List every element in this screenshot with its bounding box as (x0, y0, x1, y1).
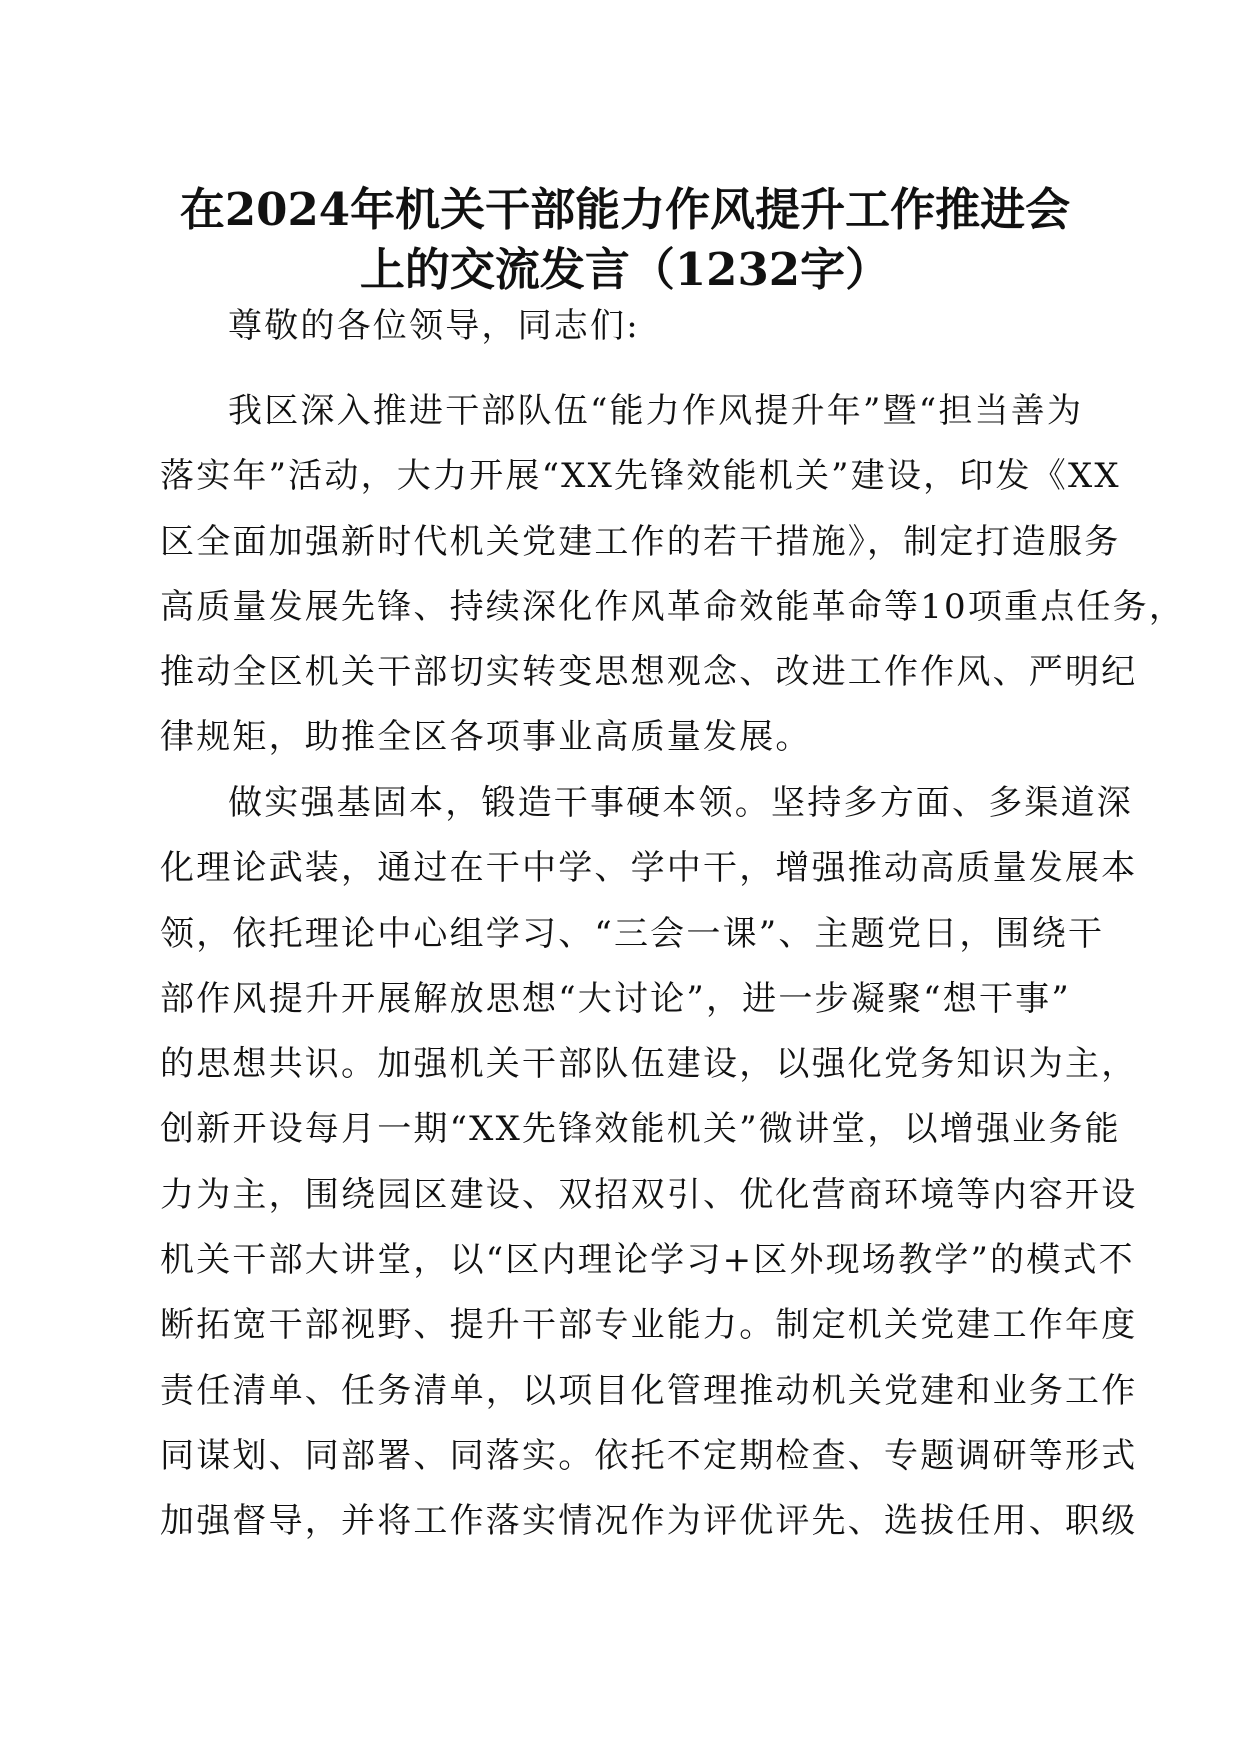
title-line-2: 上的交流发言（1232字） (359, 243, 891, 296)
paragraph-line: 推动全区机关干部切实转变思想观念、改进工作作风、严明纪 (160, 652, 1138, 693)
salutation (160, 294, 1143, 359)
salutation-text: 尊敬的各位领导，同志们: (228, 306, 640, 346)
paragraph-line: 力为主，围绕园区建设、双招双引、优化营商环境等内容开设 (160, 1174, 1138, 1215)
paragraph-line: 的思想共识。加强机关干部队伍建设，以强化党务知识为主， (160, 1044, 1138, 1085)
paragraph-strengthen-foundation (160, 771, 1138, 1555)
paragraph-line: 我区深入推进干部队伍“能力作风提升年”暨“担当善为 (228, 391, 1084, 431)
paragraph-line: 律规矩，助推全区各项事业高质量发展。 (160, 717, 812, 758)
paragraph-line: 同谋划、同部署、同落实。依托不定期检查、专题调研等形式 (160, 1435, 1138, 1476)
paragraph-line: 落实年”活动，大力开展“XX先锋效能机关”建设，印发《XX (160, 456, 1121, 497)
paragraph-line: 机关干部大讲堂，以“区内理论学习+区外现场教学”的模式不 (160, 1240, 1135, 1281)
document-title (150, 180, 1100, 300)
paragraph-intro (160, 379, 1186, 771)
paragraph-line: 做实强基固本，锻造干事硬本领。坚持多方面、多渠道深 (228, 783, 1133, 823)
paragraph-line: 断拓宽干部视野、提升干部专业能力。制定机关党建工作年度 (160, 1305, 1138, 1346)
paragraph-line: 创新开设每月一期“XX先锋效能机关”微讲堂，以增强业务能 (160, 1109, 1121, 1150)
paragraph-line: 部作风提升开展解放思想“大讨论”，进一步凝聚“想干事” (160, 978, 1071, 1019)
paragraph-line: 责任清单、任务清单，以项目化管理推动机关党建和业务工作 (160, 1370, 1138, 1411)
paragraph-line: 高质量发展先锋、持续深化作风革命效能革命等10项重点任务， (160, 586, 1186, 627)
paragraph-line: 领，依托理论中心组学习、“三会一课”、主题党日，围绕干 (160, 913, 1105, 954)
paragraph-line: 区全面加强新时代机关党建工作的若干措施》，制定打造服务 (160, 521, 1121, 562)
title-line-1: 在2024年机关干部能力作风提升工作推进会 (179, 183, 1071, 236)
paragraph-line: 加强督导，并将工作落实情况作为评优评先、选拔任用、职级 (160, 1501, 1138, 1542)
paragraph-line: 化理论武装，通过在干中学、学中干，增强推动高质量发展本 (160, 848, 1138, 889)
